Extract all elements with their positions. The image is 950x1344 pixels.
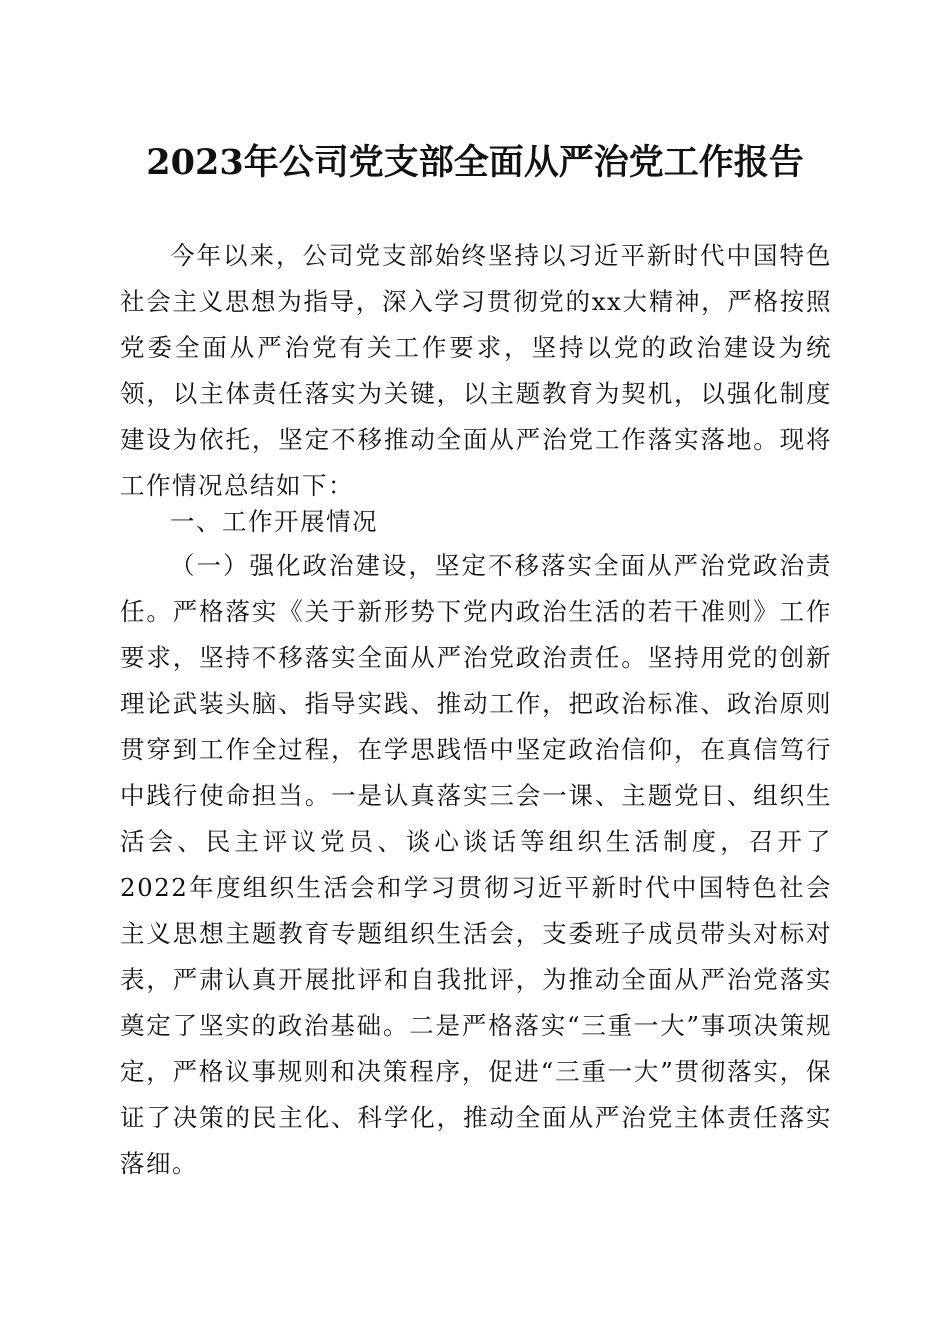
section-paragraph-political-building: （一）强化政治建设，坚定不移落实全面从严治党政治责任。严格落实《关于新形势下党内政治生活的若干准则》工作要求，坚持不移落实全面从严治党政治责任。坚持用党的创新理论武装头脑、指导实践、推动工作，把政治标准、政治原则贯穿到工作全过程，在学思践悟中坚定政治信仰，在真信笃行中践行使命担当。一是认真落实三会一课、主题党日、组织生活会、民主评议党员、谈心谈话等组织生活制度，召开了2022年度组织生活会和学习贯彻习近平新时代中国特色社会主义思想主题教育专题组织生活会，支委班子成员带头对标对表，严肃认真开展批评和自我批评，为推动全面从严治党落实奠定了坚实的政治基础。二是严格落实“三重一大”事项决策规定，严格议事规则和决策程序，促进“三重一大”贯彻落实，保证了决策的民主化、科学化，推动全面从严治党主体责任落实落细。 [120,551,832,1178]
intro-paragraph: 今年以来，公司党支部始终坚持以习近平新时代中国特色社会主义思想为指导，深入学习贯彻党的xx大精神，严格按照党委全面从严治党有关工作要求，坚持以党的政治建设为统领，以主体责任落实为关键，以主题教育为契机，以强化制度建设为依托，坚定不移推动全面从严治党工作落实落地。现将工作情况总结如下： [120,241,832,500]
section-heading-work-status: 一、工作开展情况 [170,507,378,536]
document-title: 2023年公司党支部全面从严治党工作报告 [146,142,804,183]
